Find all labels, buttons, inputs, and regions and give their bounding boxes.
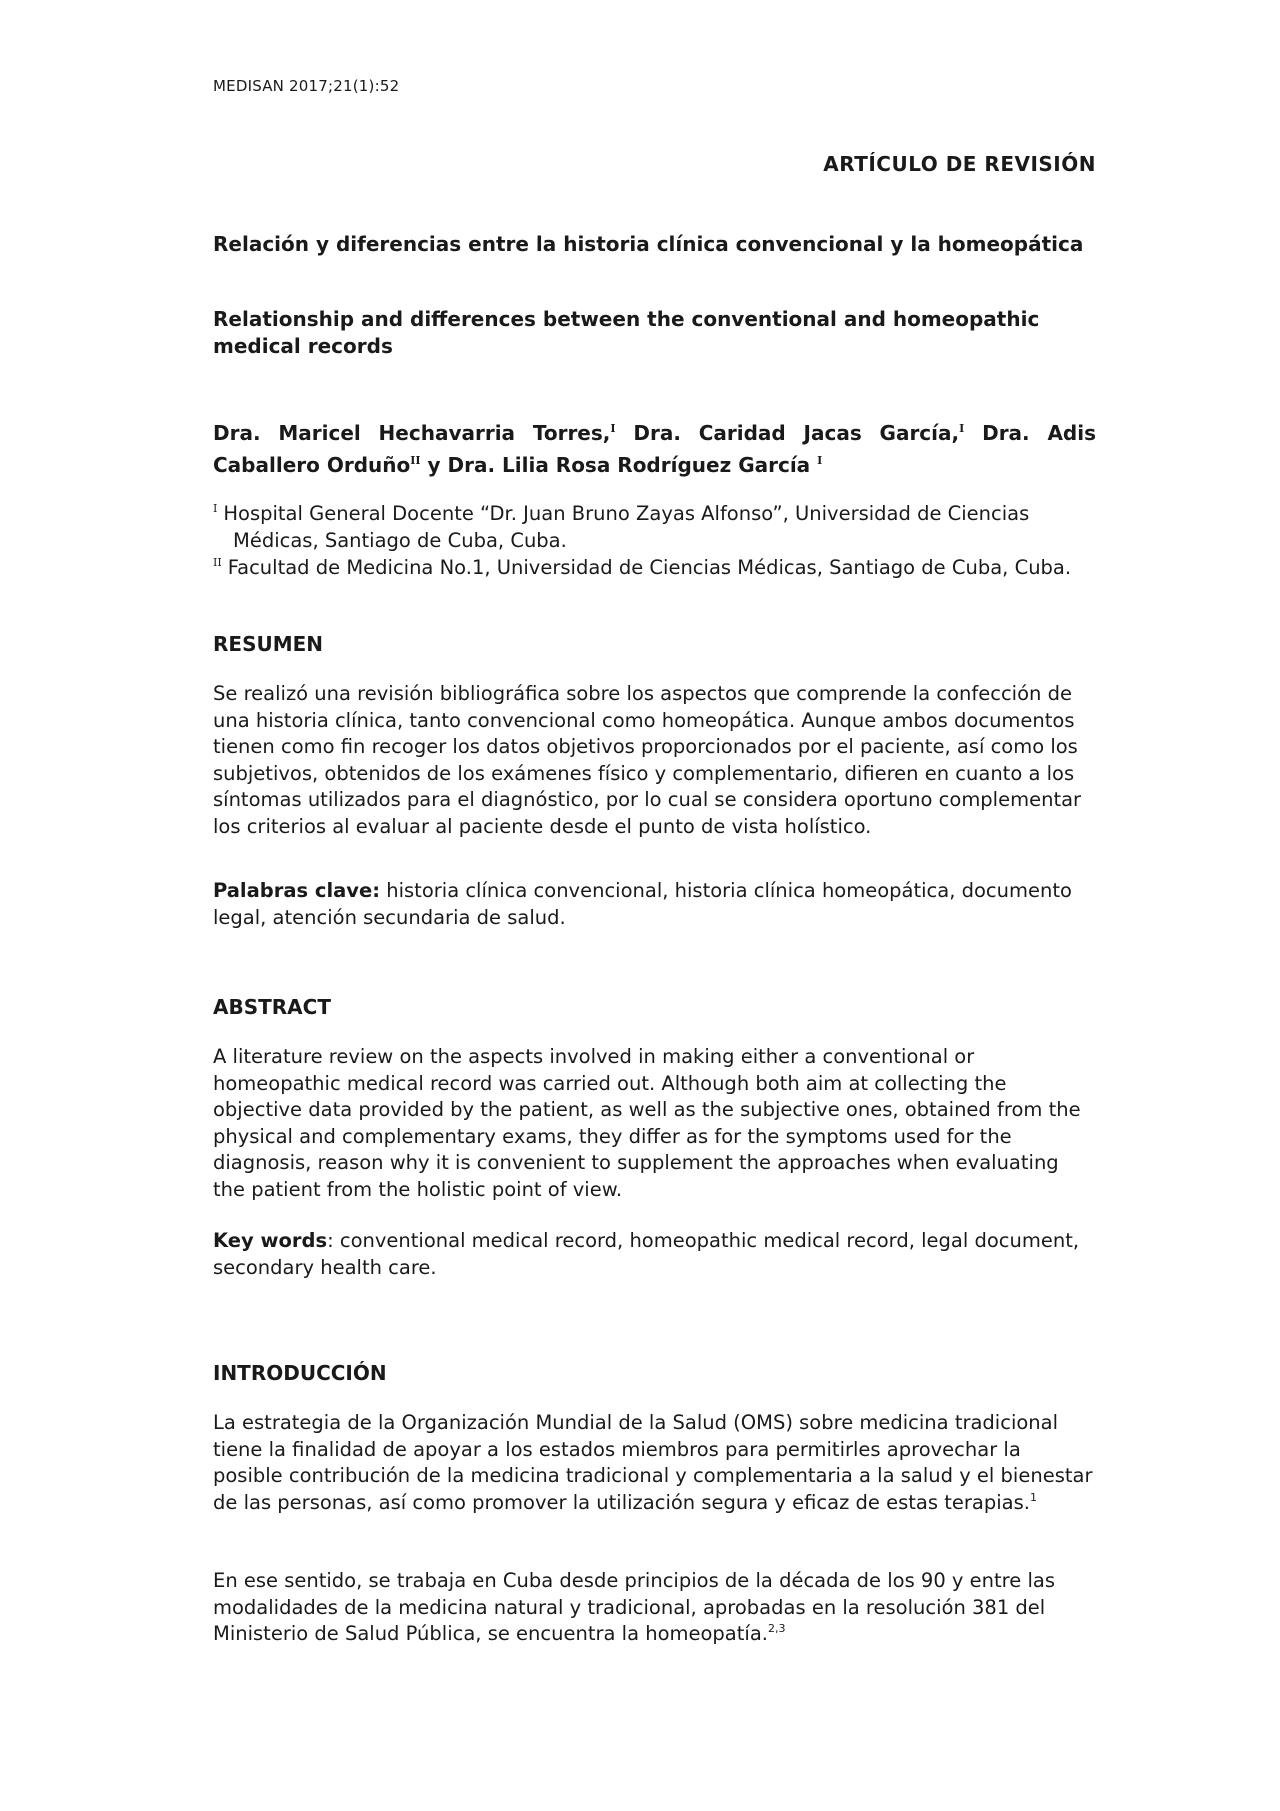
abstract-keywords xyxy=(213,1228,1096,1281)
keywords-text: : conventional medical record, homeopathic medical record, legal document, secondary health care. xyxy=(213,1229,1080,1279)
affiliation-mark: II xyxy=(213,556,222,569)
author-name: Dra. Maricel Hechavarria Torres, xyxy=(213,421,611,445)
affiliation-text: Facultad de Medicina No.1, Universidad de Ciencias Médicas, Santiago de Cuba, Cuba. xyxy=(227,556,1072,579)
citation-ref: 1 xyxy=(1029,1490,1037,1504)
resumen-heading: RESUMEN xyxy=(213,632,324,656)
keywords-label: Palabras clave: xyxy=(213,879,381,902)
affiliations xyxy=(213,500,1096,581)
author-separator xyxy=(616,421,634,445)
affiliation-text: Hospital General Docente “Dr. Juan Bruno Zayas Alfonso”, Universidad de Ciencias Médicas, Santiago de Cuba, Cuba. xyxy=(223,502,1030,552)
introduccion-paragraph-2 xyxy=(213,1568,1096,1648)
author-affiliation-mark: I xyxy=(610,422,616,435)
affiliation-item xyxy=(213,554,1096,581)
author-affiliation-mark: I xyxy=(817,454,823,467)
introduccion-paragraph-1 xyxy=(213,1410,1096,1516)
keywords-label: Key words xyxy=(213,1229,328,1252)
author-affiliation-mark: I xyxy=(959,422,965,435)
author-name: Dra. Caridad Jacas García, xyxy=(633,421,960,445)
article-type: ARTÍCULO DE REVISIÓN xyxy=(823,152,1096,176)
resumen-text: Se realizó una revisión bibliográfica sobre los aspectos que comprende la confección de una historia clínica, tanto convencional como homeopática. Aunque ambos documentos tienen como fin recoger los datos objetivos proporcionados por el paciente, así como los subjetivos, obtenidos de los exámenes físico y complementario, difieren en cuanto a los síntomas utilizados para el diagnóstico, por lo cual se considera oportuno complementar los criterios al evaluar al paciente desde el punto de vista holístico. xyxy=(213,682,1082,838)
paragraph-text: En ese sentido, se trabaja en Cuba desde principios de la década de los 90 y entre las modalidades de la medicina natural y tradicional, aprobadas en la resolución 381 del Ministerio de Salud Pública, se encuentra la homeopatía. xyxy=(213,1569,1055,1645)
citation-ref: 2,3 xyxy=(767,1622,786,1635)
introduccion-heading: INTRODUCCIÓN xyxy=(213,1361,387,1385)
title-english: Relationship and differences between the conventional and homeopathic medical records xyxy=(213,307,1040,358)
keywords-text: historia clínica convencional, historia clínica homeopática, documento legal, atención secundaria de salud. xyxy=(213,879,1072,929)
abstract-text: A literature review on the aspects involved in making either a conventional or homeopathic medical record was carried out. Although both aim at collecting the objective data provided by the patient, as well as the subjective ones, obtained from the physical and complementary exams, they differ as for the symptoms used for the diagnosis, reason why it is convenient to supplement the approaches when evaluating the patient from the holistic point of view. xyxy=(213,1045,1081,1201)
affiliation-item xyxy=(213,500,1096,554)
author-separator: y xyxy=(420,453,448,477)
author-name: Dra. Adis Caballero Orduño xyxy=(213,421,1097,477)
resumen-keywords xyxy=(213,878,1096,931)
journal-reference: MEDISAN 2017;21(1):52 xyxy=(213,77,400,95)
author-name: Dra. Lilia Rosa Rodríguez García xyxy=(447,453,811,477)
paragraph-text: La estrategia de la Organización Mundial de la Salud (OMS) sobre medicina tradicional tiene la finalidad de apoyar a los estados miembros para permitirles aprovechar la posible contribución de la medicina tradicional y complementaria a la salud y el bienestar de las personas, así como promover la utilización segura y eficaz de estas terapias. xyxy=(213,1411,1093,1514)
author-affiliation-mark: II xyxy=(410,454,421,467)
author-separator xyxy=(964,421,982,445)
author-list xyxy=(213,417,1096,481)
affiliation-mark: I xyxy=(213,502,218,515)
title-spanish: Relación y diferencias entre la historia clínica convencional y la homeopática xyxy=(213,232,1084,256)
abstract-heading: ABSTRACT xyxy=(213,995,331,1019)
